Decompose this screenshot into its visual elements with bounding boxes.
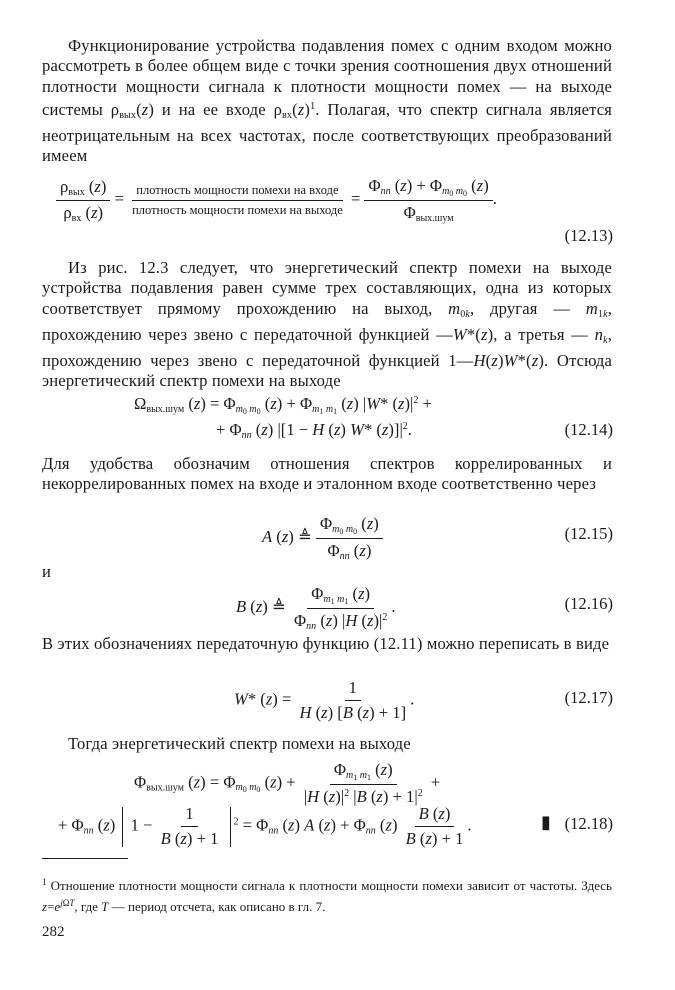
paragraph-3: Для удобства обозначим отношения спектров коррелированных и некоррелированных помех на входе и эталонном входе соответственно через [42, 454, 612, 494]
equation-12-13: $\frac{\rho_{вых} (z)}{\rho_{вх} (z)}$ = $\frac{\text{плотность мощности помехи на входе}}{\text{плотность мощности помехи на выходе}}$ = $\frac{\Phi_{nn} (z) + \Phi_{m_0 m_0} (z)}{\Phi_{вых.шум}}$ . [56, 176, 497, 224]
equation-number-12-13: (12.13) [564, 226, 613, 245]
equation-12-14-line1: $\Omega_{вых.шум}$ $(z) = \Phi_{m_0 m_0}$ $(z) + \Phi_{m_1 m_1}$ (z) |W* $(z)|^2$ + [134, 394, 432, 416]
page-number: 282 [42, 924, 65, 940]
paragraph-5: В этих обозначениях передаточную функцию (12.11) можно переписать в виде [42, 634, 610, 653]
equation-12-18-line2: + $\Phi_{nn}$ (z) 1 − $\frac{1}{B (z) + 1}$ $^2 = \Phi_{nn}$ (z) A $(z) + \Phi_{nn}$ (z) $\frac{B (z)}{B (z) + 1}$ . [58, 804, 472, 848]
paragraph-4: и [42, 562, 52, 581]
footnote-rule [42, 858, 128, 859]
equation-number-12-15: (12.15) [564, 524, 613, 543]
equation-12-16: B (z) ≜ $\frac{\Phi_{m_1 m_1} (z)}{\Phi_{nn} (z) |H (z)|^2}$ . [236, 584, 396, 632]
equation-number-12-14: (12.14) [564, 420, 613, 439]
equation-12-14-line2: + $\Phi_{nn}$ (z) |[1 − H (z) W* $(z)]|^2$. [216, 420, 412, 441]
paragraph-1: Функционирование устройства подавления помех с одним входом можно рассмотреть в более общем виде с точки зрения соотношения двух отношений плотности мощности сигнала к плотности мощности помех — на выходе системы $\rho_{вых}(z)$ и на ее входе $\rho_{вх}(z)^1$. Полагая, что спектр сигнала является неотрицательным на всех частотах, после соответствующих преобразований имеем [42, 36, 613, 166]
equation-12-18-line1: $\Phi_{вых.шум}$ $(z) = \Phi_{m_0 m_0}$ (z) + $\frac{\Phi_{m_1 m_1} (z)}{|H (z)|^2 |B (z) + 1|^2}$ + [134, 760, 441, 806]
equation-number-12-18: (12.18) [564, 814, 613, 833]
eq13-text-numerator: плотность мощности помехи на входе [132, 183, 342, 201]
end-of-proof-mark-icon: ▮ [541, 812, 551, 832]
paragraph-6: Тогда энергетический спектр помехи на выходе [68, 734, 411, 753]
equation-12-17: W* (z) = $\frac{1}{H (z) [B (z) + 1]}$ . [234, 678, 415, 722]
equation-number-12-17: (12.17) [564, 688, 613, 707]
eq13-text-denominator: плотность мощности помехи на выходе [132, 202, 343, 217]
paragraph-2: Из рис. 12.3 следует, что энергетический спектр помехи на выходе устройства подавления равен сумме трех составляющих, одна из которых соответствует прямому прохождению на выход, $m_{0k}$, другая — $m_{1k}$, прохождению через звено с передаточной функцией —W*(z), а третья — $n_k$, прохождению через звено с передаточной функцией 1—H(z)W*(z). Отсюда энергетический спектр помехи на выходе [42, 258, 612, 391]
footnote: $^1$ Отношение плотности мощности сигнала к плотности мощности помехи зависит от частоты. Здесь $z=e^{j\Omega T}$, где T — период отсчета, как описано в гл. 7. [42, 877, 612, 914]
equation-12-15: A (z) ≜ $\frac{\Phi_{m_0 m_0} (z)}{\Phi_{nn} (z)}$ [262, 514, 383, 562]
equation-number-12-16: (12.16) [564, 594, 613, 613]
